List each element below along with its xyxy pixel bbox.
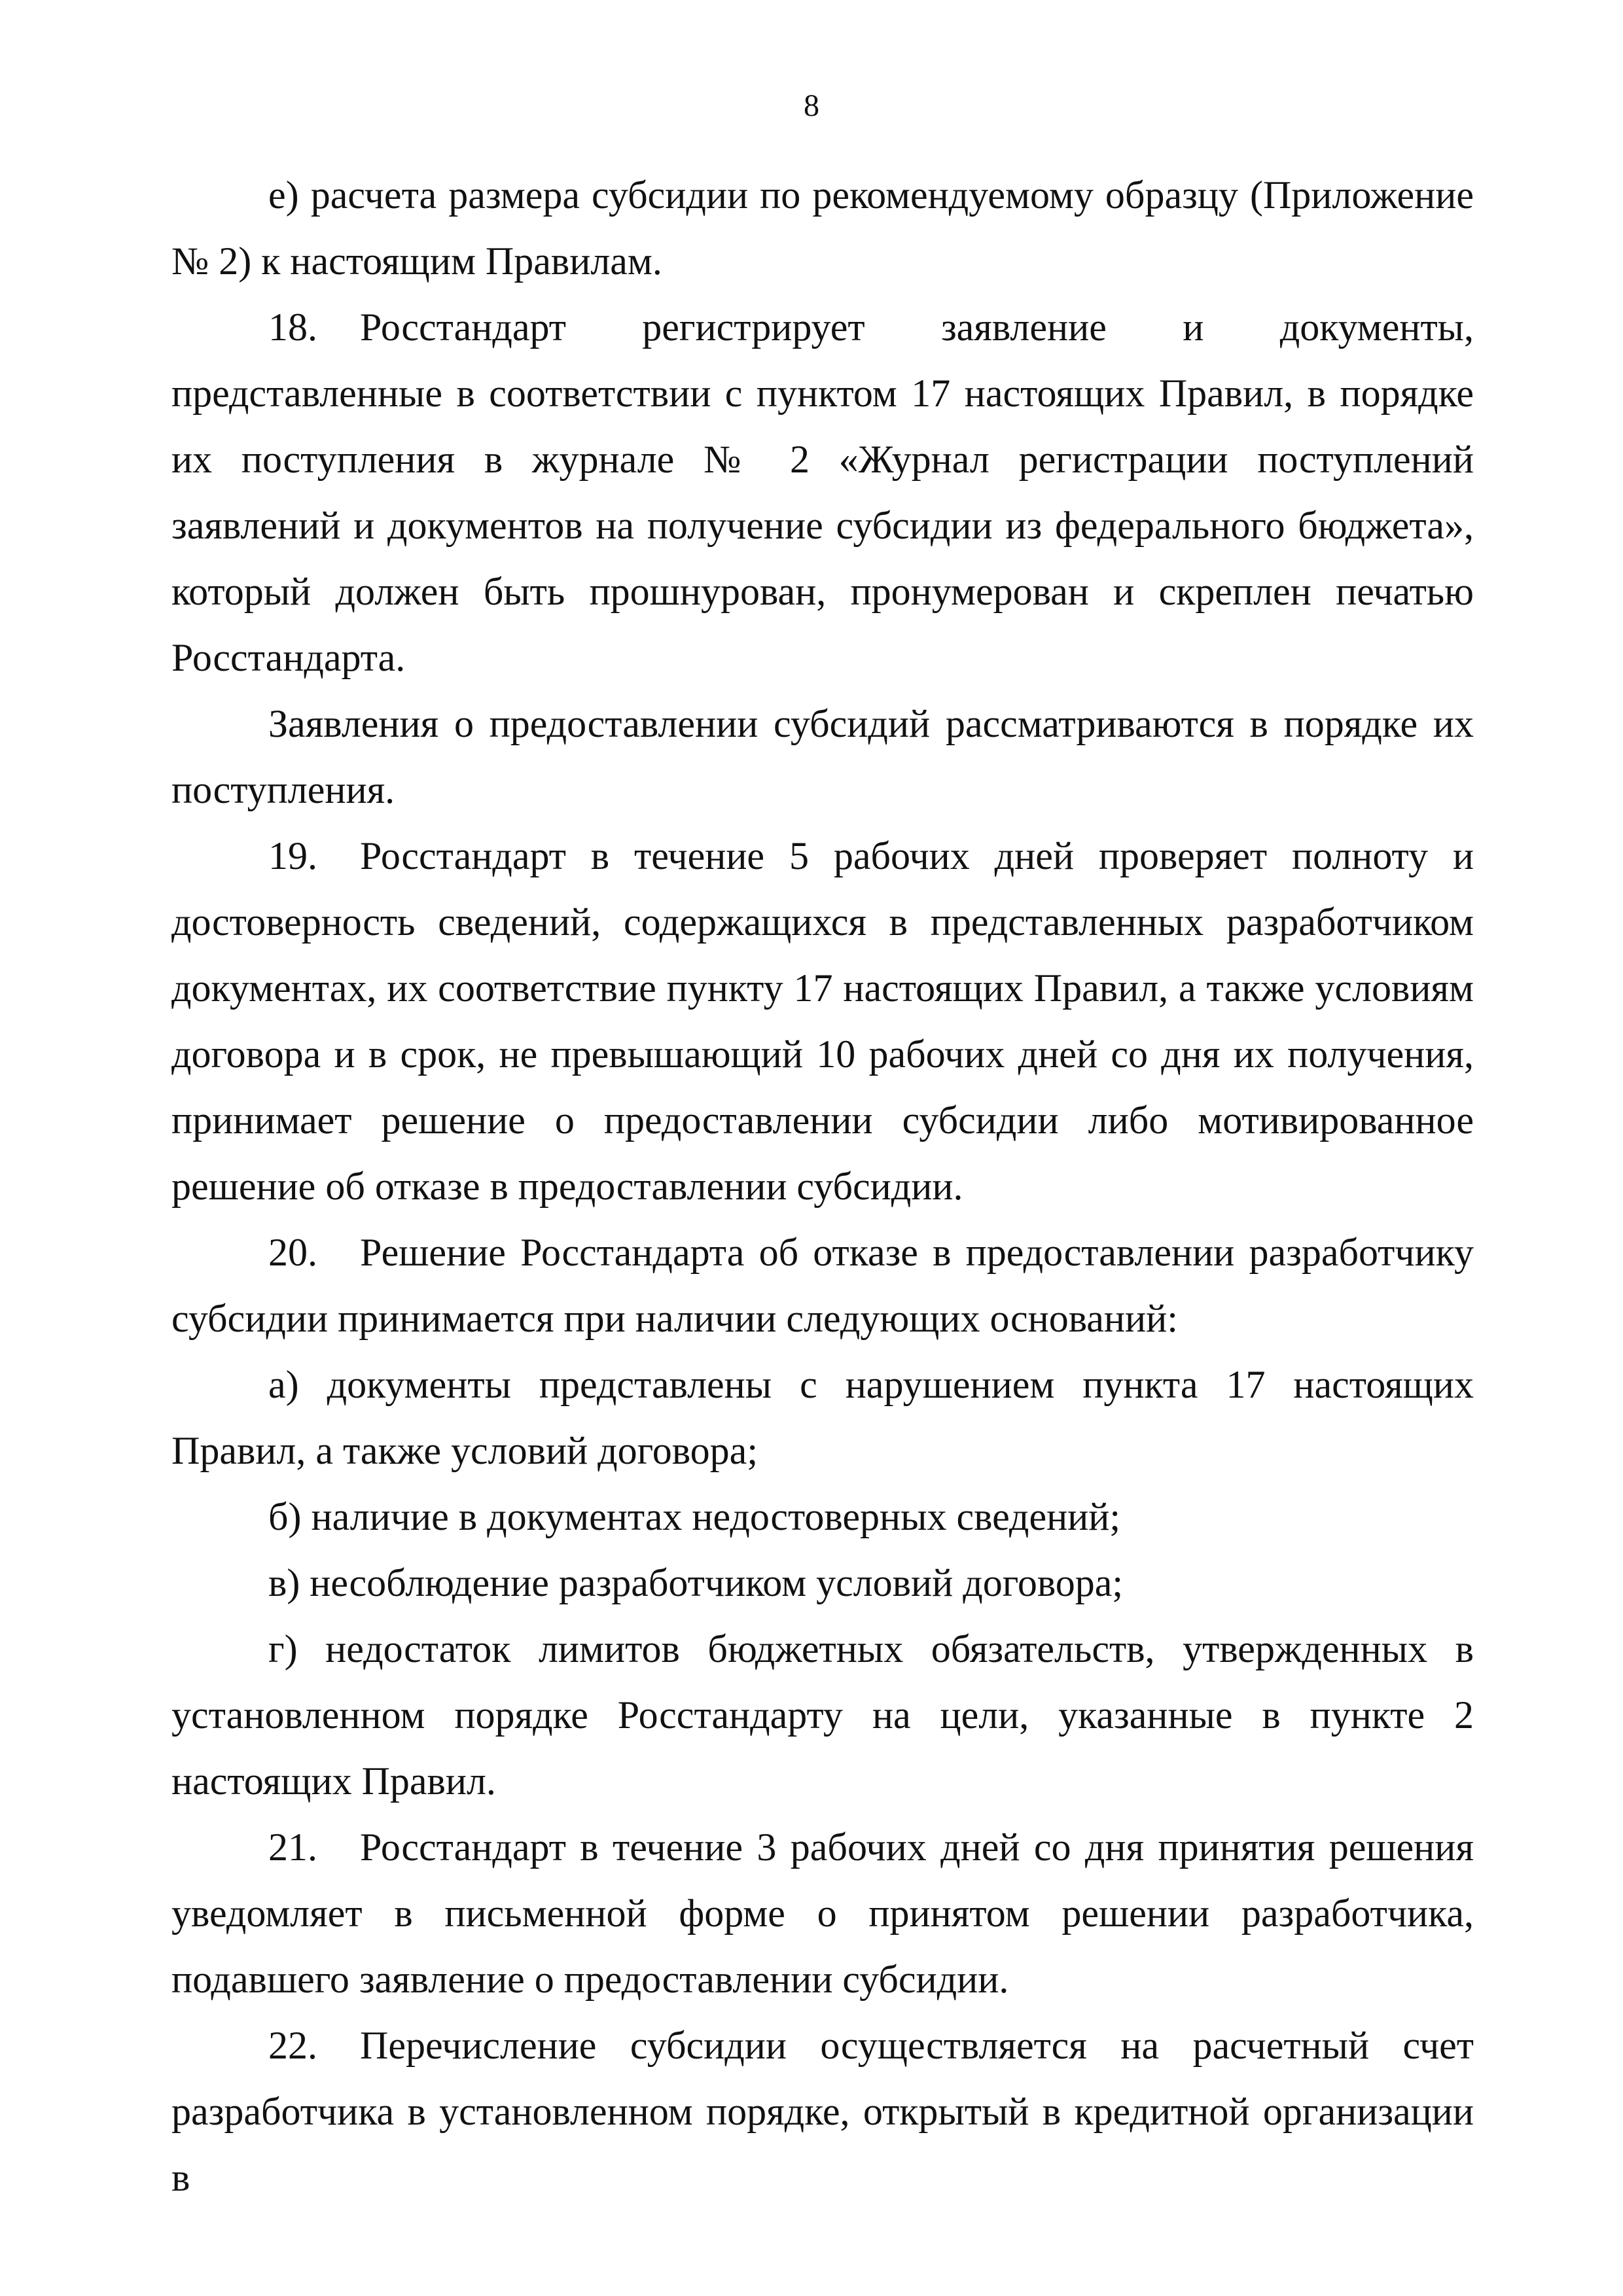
list-item-g — [171, 1616, 1474, 1814]
paragraph-number: 19. — [268, 834, 317, 877]
paragraph-text: Перечисление субсидии осуществляется на расчетный счет разработчика в установленном порядке, открытый в кредитной организации в — [171, 2024, 1474, 2199]
paragraph-21 — [171, 1814, 1474, 2013]
paragraph-text: в) несоблюдение разработчиком условий договора; — [268, 1561, 1124, 1604]
paragraph-text: Росстандарт регистрирует заявление и документы, представленные в соответствии с пунктом 17 настоящих Правил, в порядке их поступления в журнале № 2 «Журнал регистрации поступлений заявлений и документов на получение субсидии из федерального бюджета», который должен быть прошнурован, пронумерован и скреплен печатью Росстандарта. — [171, 306, 1474, 679]
paragraph-20 — [171, 1220, 1474, 1352]
paragraph-number: 22. — [268, 2024, 317, 2067]
paragraph-19 — [171, 823, 1474, 1220]
document-body — [171, 162, 1474, 2211]
paragraph-text: Росстандарт в течение 5 рабочих дней проверяет полноту и достоверность сведений, содержащихся в представленных разработчиком документах, их соответствие пункту 17 настоящих Правил, а также условиям договора и в срок, не превышающий 10 рабочих дней со дня их получения, принимает решение о предоставлении субсидии либо мотивированное решение об отказе в предоставлении субсидии. — [171, 834, 1474, 1208]
list-item-v — [171, 1550, 1474, 1616]
paragraph-17e — [171, 162, 1474, 294]
paragraph-22 — [171, 2013, 1474, 2211]
paragraph-18 — [171, 294, 1474, 691]
paragraph-text: Решение Росстандарта об отказе в предоставлении разработчику субсидии принимается при наличии следующих оснований: — [171, 1231, 1474, 1340]
paragraph-number: 21. — [268, 1826, 317, 1869]
paragraph-text: г) недостаток лимитов бюджетных обязательств, утвержденных в установленном порядке Росстандарту на цели, указанные в пункте 2 настоящих Правил. — [171, 1627, 1474, 1803]
paragraph-text: б) наличие в документах недостоверных сведений; — [268, 1495, 1121, 1538]
paragraph-text: Заявления о предоставлении субсидий рассматриваются в порядке их поступления. — [171, 702, 1474, 811]
page-number: 8 — [804, 88, 819, 123]
paragraph-18-continuation — [171, 691, 1474, 823]
paragraph-number: 18. — [268, 306, 317, 349]
list-item-b — [171, 1484, 1474, 1550]
paragraph-text: а) документы представлены с нарушением пункта 17 настоящих Правил, а также условий договора; — [171, 1363, 1474, 1472]
paragraph-number: 20. — [268, 1231, 317, 1274]
paragraph-text: е) расчета размера субсидии по рекомендуемому образцу (Приложение № 2) к настоящим Правилам. — [171, 173, 1474, 283]
list-item-a — [171, 1352, 1474, 1484]
paragraph-text: Росстандарт в течение 3 рабочих дней со дня принятия решения уведомляет в письменной форме о принятом решении разработчика, подавшего заявление о предоставлении субсидии. — [171, 1826, 1474, 2001]
